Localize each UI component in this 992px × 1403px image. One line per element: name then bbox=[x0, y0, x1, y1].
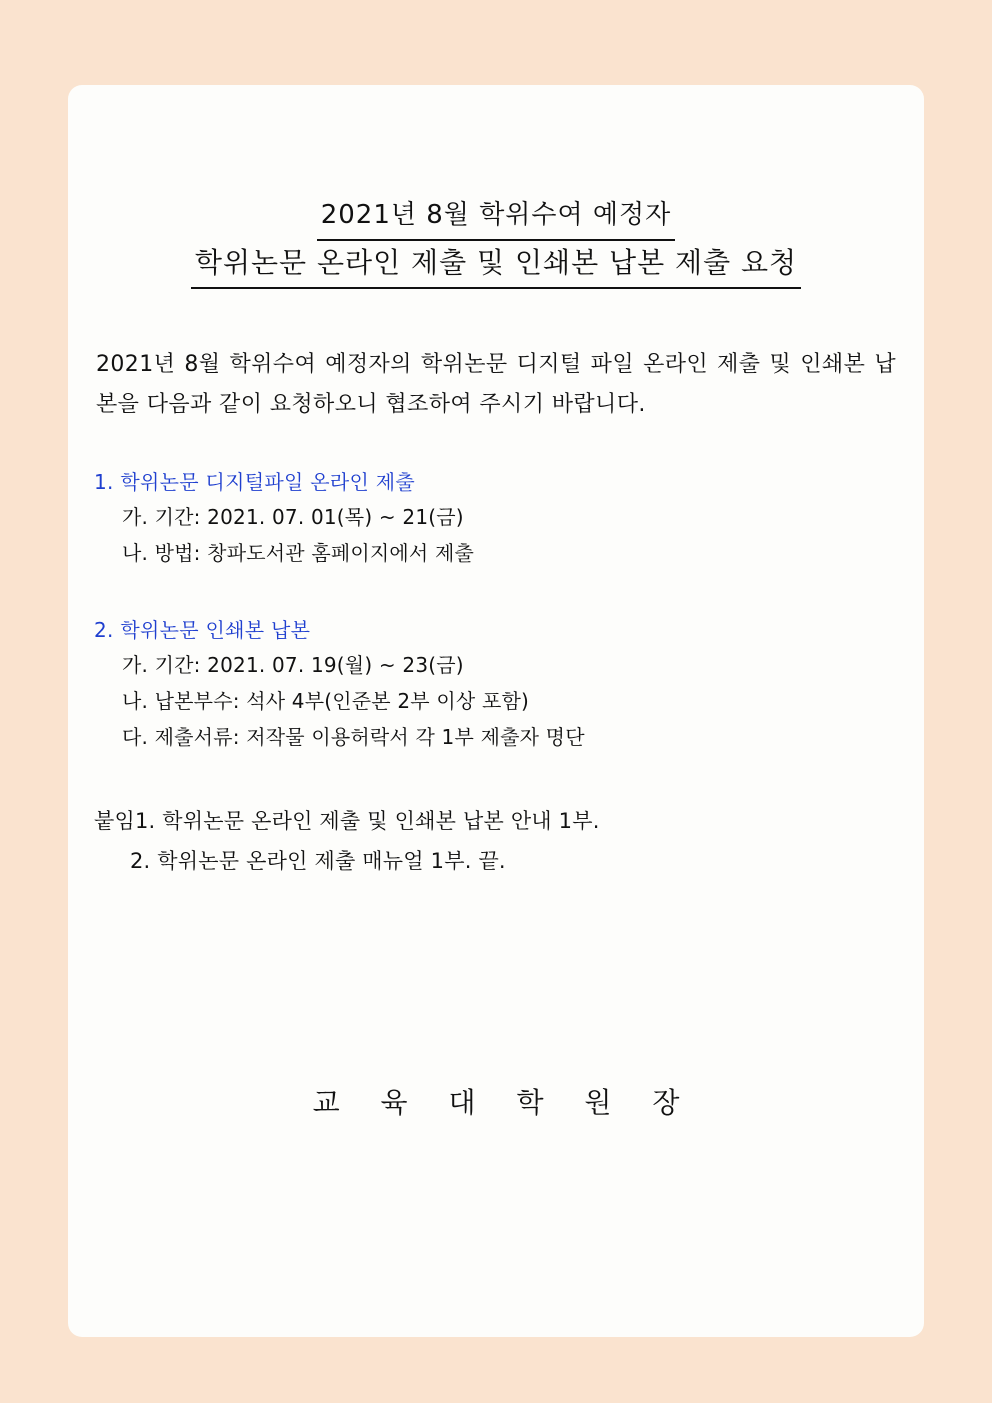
attachment-line: 붙임1. 학위논문 온라인 제출 및 인쇄본 납본 안내 1부. bbox=[94, 809, 600, 833]
section-item: 가. 기간: 2021. 07. 01(목) ~ 21(금) bbox=[122, 505, 464, 529]
section-heading: 2. 학위논문 인쇄본 납본 bbox=[94, 618, 311, 642]
intro-paragraph: 2021년 8월 학위수여 예정자의 학위논문 디지털 파일 온라인 제출 및 인쇄본 납본을 다음과 같이 요청하오니 협조하여 주시기 바랍니다. bbox=[96, 352, 896, 417]
section-item: 다. 제출서류: 저작물 이용허락서 각 1부 제출자 명단 bbox=[122, 725, 585, 749]
attachments-block bbox=[94, 801, 898, 881]
section-heading: 1. 학위논문 디지털파일 온라인 제출 bbox=[94, 470, 415, 494]
attachment-line: 2. 학위논문 온라인 제출 매뉴얼 1부. 끝. bbox=[130, 849, 506, 873]
section-online-submission bbox=[94, 465, 898, 571]
signature-line: 교 육 대 학 원 장 bbox=[312, 1086, 696, 1119]
document-page bbox=[68, 85, 924, 1337]
section-item: 나. 방법: 창파도서관 홈페이지에서 제출 bbox=[122, 541, 475, 565]
title-line-1: 2021년 8월 학위수여 예정자 bbox=[317, 193, 676, 241]
document-content bbox=[94, 85, 898, 1121]
section-print-deposit bbox=[94, 613, 898, 755]
section-item: 가. 기간: 2021. 07. 19(월) ~ 23(금) bbox=[122, 653, 464, 677]
section-item: 나. 납본부수: 석사 4부(인준본 2부 이상 포함) bbox=[122, 689, 530, 713]
document-title bbox=[94, 193, 898, 289]
title-line-2: 학위논문 온라인 제출 및 인쇄본 납본 제출 요청 bbox=[191, 241, 801, 289]
